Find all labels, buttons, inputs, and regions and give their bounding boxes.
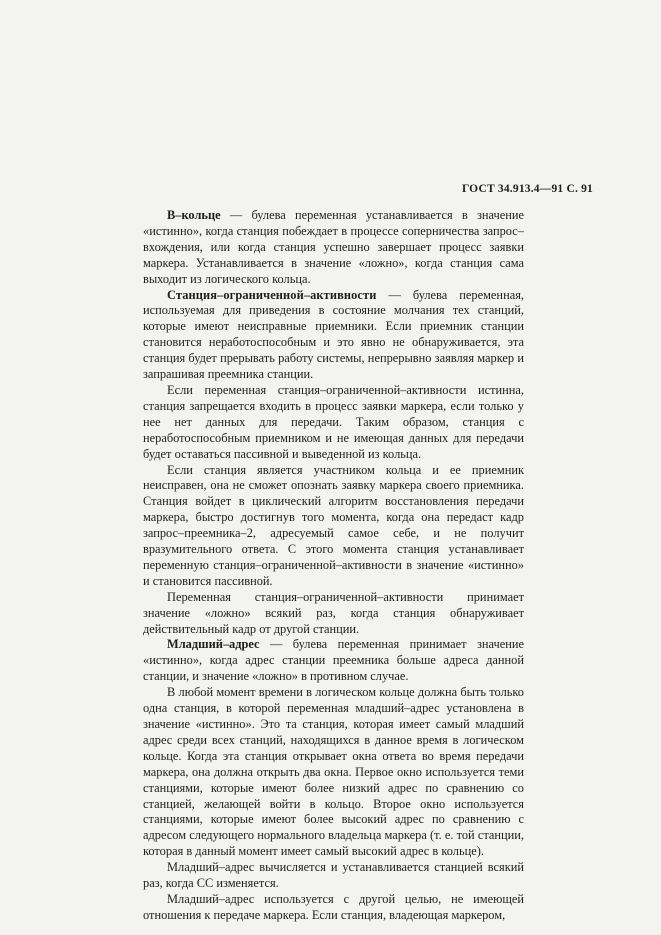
paragraph-text: — булева переменная, используемая для приведения в состояние молчания тех станций, которые имеют неисправные приемники. Если приемник станции становится неработоспособным и это явно не обнаруживается, эта станция будет прерывать работу системы, непрерывно заявляя маркер и запрашивая преемника станции.: [143, 287, 524, 382]
paragraph: [143, 590, 524, 638]
paragraph-text: В любой момент времени в логическом кольце должна быть только одна станция, в которой переменная младший–адрес установлена в значение «истинно». Это та станция, которая имеет самый младший адрес среди всех станций, находящихся в данное время в логическом кольце. Когда эта станция открывает окна ответа во время передачи маркера, она должна открыть два окна. Первое окно используется теми станциями, которые имеют более низкий адрес по сравнению со станцией, желающей войти в кольцо. Второе окно используется станциями, которые имеют более высокий адрес по сравнению с адресом следующего нормального владельца маркера (т. е. той станции, которая в данный момент имеет самый высокий адрес в кольце).: [143, 685, 524, 859]
document-body: [143, 208, 524, 924]
paragraph-text: — булева переменная устанавливается в значение «истинно», когда станция побеждает в процессе соперничества запрос–вхождения, или когда станция успешно завершает процесс заявки маркера. Устанавливается в значение «ложно», когда станция сама выходит из логического кольца.: [143, 208, 524, 286]
page-header: [462, 183, 593, 195]
paragraph-text: Младший–адрес используется с другой целью, не имеющей отношения к передаче маркера. Если станция, владеющая маркером,: [143, 891, 524, 922]
paragraph-mladshiy-adres: [143, 637, 524, 685]
paragraph: [143, 892, 524, 924]
paragraph-text: — булева переменная принимает значение «истинно», когда адрес станции преемника больше адреса данной станции, и значение «ложно» в противном случае.: [143, 637, 524, 684]
paragraph: [143, 463, 524, 590]
paragraph: [143, 860, 524, 892]
paragraph-text: Если станция является участником кольца и ее приемник неисправен, она не сможет опознать заявку маркера своего приемника. Станция войдет в циклический алгоритм восстановления передачи маркера, быстро достигнув того момента, когда она передаст кадр запрос–преемника–2, адресуемый самое себе, и не получит вразумительного ответа. С этого момента станция устанавливает переменную станция–ограниченной–активности в значение «истинно» и становится пассивной.: [143, 462, 524, 588]
term-v-koltse: В–кольце: [167, 208, 221, 222]
paragraph: [143, 685, 524, 860]
term-stantsiya-ogranichennoy-aktivnosti: Станция–ограниченной–активности: [167, 287, 377, 302]
paragraph-text: Младший–адрес вычисляется и устанавливается станцией всякий раз, когда СС изменяется.: [143, 860, 524, 891]
paragraph-v-koltse: [143, 208, 524, 288]
page-number: С. 91: [566, 183, 593, 195]
paragraph: [143, 383, 524, 463]
paragraph-text: Переменная станция–ограниченной–активности принимает значение «ложно» всякий раз, когда станция обнаруживает действительный кадр от другой станции.: [143, 589, 524, 636]
paragraph-stantsiya-ogranichennoy: [143, 288, 524, 383]
paragraph-text: Если переменная станция–ограниченной–активности истинна, станция запрещается входить в процесс заявки маркера, если только у нее нет данных для передачи. Таким образом, станция с неработоспособным приемником и не имеющая данных для передачи будет оставаться пассивной и выведенной из кольца.: [143, 382, 524, 461]
term-mladshiy-adres: Младший–адрес: [167, 637, 260, 652]
standard-number: ГОСТ 34.913.4—91: [461, 183, 564, 195]
